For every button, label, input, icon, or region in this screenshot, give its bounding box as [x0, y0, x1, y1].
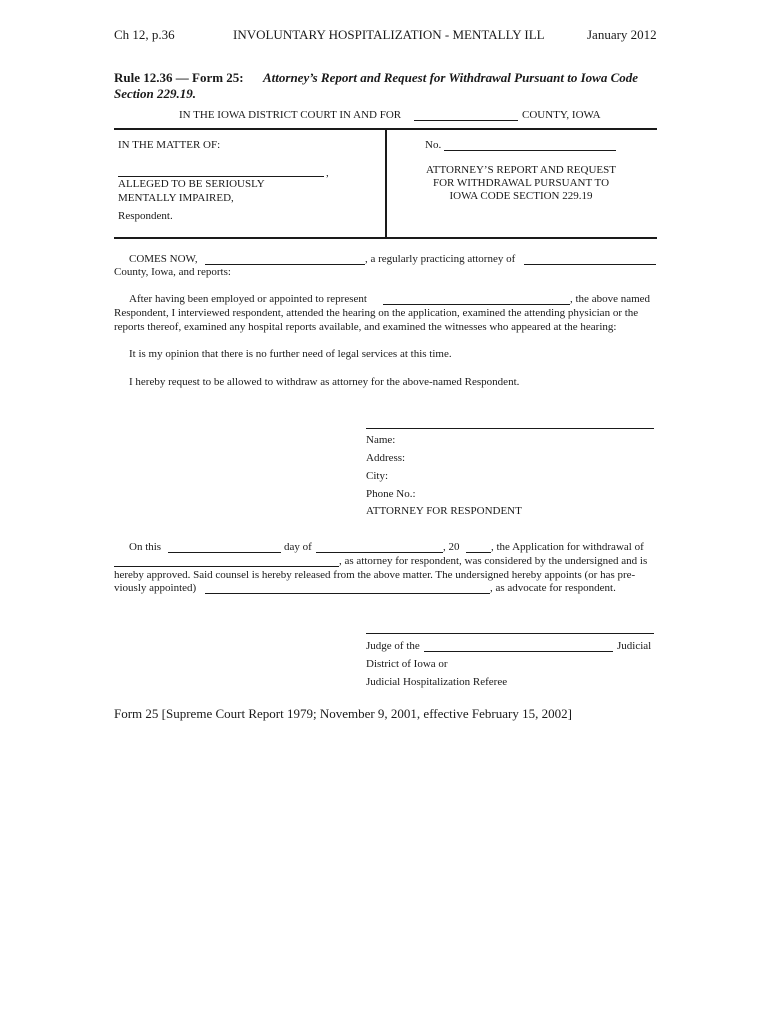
attorney-address-label: Address: [366, 452, 406, 464]
district-text: District of Iowa or [366, 658, 448, 670]
considered-text: , as attorney for respondent, was considered by the undersigned and is [339, 555, 648, 567]
request-text: I hereby request to be allowed to withdraw as attorney for the above-named Respondent. [129, 376, 520, 388]
court-line-suffix: COUNTY, IOWA [522, 109, 601, 121]
judicial-district-blank[interactable] [424, 651, 613, 652]
alleged-line1: ALLEGED TO BE SERIOUSLY [118, 178, 265, 190]
practicing-attorney-text: , a regularly practicing attorney of [365, 253, 516, 265]
day-of-text: day of [284, 541, 312, 553]
header-chapter-page: Ch 12, p.36 [114, 27, 175, 42]
represented-name-blank[interactable] [383, 304, 570, 305]
judicial-text: Judicial [617, 640, 652, 652]
in-the-matter-of: IN THE MATTER OF: [118, 139, 221, 151]
form-source-note: Form 25 [Supreme Court Report 1979; November 9, 2001, effective February 15, 2002] [114, 706, 572, 721]
attorney-city-label: City: [366, 470, 389, 482]
attorney-name-label: Name: [366, 434, 396, 446]
court-line-prefix: IN THE IOWA DISTRICT COURT IN AND FOR [179, 109, 402, 121]
case-number-label: No. [425, 139, 442, 151]
application-text: , the Application for withdrawal of [491, 541, 644, 553]
year-blank[interactable] [466, 552, 491, 553]
attorney-name-blank[interactable] [205, 264, 365, 265]
judge-signature-line[interactable] [366, 633, 654, 634]
caption-bottom-rule [114, 237, 657, 239]
case-number-blank[interactable] [444, 150, 616, 151]
header-chapter-title: INVOLUNTARY HOSPITALIZATION - MENTALLY ILL [233, 27, 545, 42]
year-prefix: , 20 [443, 541, 460, 553]
header-date: January 2012 [587, 27, 657, 42]
rule-number: Rule 12.36 — Form 25: [114, 70, 244, 85]
month-blank[interactable] [316, 552, 443, 553]
opinion-text: It is my opinion that there is no further need of legal services at this time. [129, 348, 452, 360]
attorney-county-blank[interactable] [524, 264, 656, 265]
attorney-for-respondent: ATTORNEY FOR RESPONDENT [366, 505, 522, 517]
interviewed-text: Respondent, I interviewed respondent, attended the hearing on the application, examined the attending physician or the [114, 307, 639, 319]
day-blank[interactable] [168, 552, 281, 553]
withdrawing-attorney-blank[interactable] [114, 566, 339, 567]
on-this-text: On this [129, 541, 162, 553]
doc-title-line3: IOWA CODE SECTION 229.19 [449, 190, 593, 202]
doc-title-line2: FOR WITHDRAWAL PURSUANT TO [432, 177, 610, 189]
county-reports-text: County, Iowa, and reports: [114, 266, 231, 278]
above-named-text: , the above named [570, 293, 651, 305]
respondent-label: Respondent. [118, 210, 173, 222]
caption-divider [385, 128, 387, 238]
comes-now: COMES NOW, [129, 253, 198, 265]
advocate-blank[interactable] [205, 593, 490, 594]
judge-of-text: Judge of the [366, 640, 420, 652]
attorney-phone-label: Phone No.: [366, 488, 416, 500]
county-blank[interactable] [414, 120, 518, 121]
alleged-line2: MENTALLY IMPAIRED, [118, 192, 234, 204]
respondent-comma: , [326, 167, 329, 179]
after-having-text: After having been employed or appointed to represent [129, 293, 367, 305]
rule-title-line2: Section 229.19. [114, 86, 196, 101]
doc-title-line1: ATTORNEY’S REPORT AND REQUEST [426, 164, 616, 176]
viously-text: viously appointed) [114, 582, 197, 594]
rule-title-line1: Attorney’s Report and Request for Withdrawal Pursuant to Iowa Code [263, 70, 639, 85]
respondent-name-blank[interactable] [118, 176, 324, 177]
advocate-text: , as advocate for respondent. [490, 582, 616, 594]
attorney-signature-line[interactable] [366, 428, 654, 429]
approved-text: hereby approved. Said counsel is hereby released from the above matter. The undersigned hereby appoints (or has pre- [114, 569, 636, 581]
reports-thereof-text: reports thereof, examined any hospital reports available, and examined the witnesses who appeared at the hearing: [114, 321, 617, 333]
referee-text: Judicial Hospitalization Referee [366, 676, 508, 688]
